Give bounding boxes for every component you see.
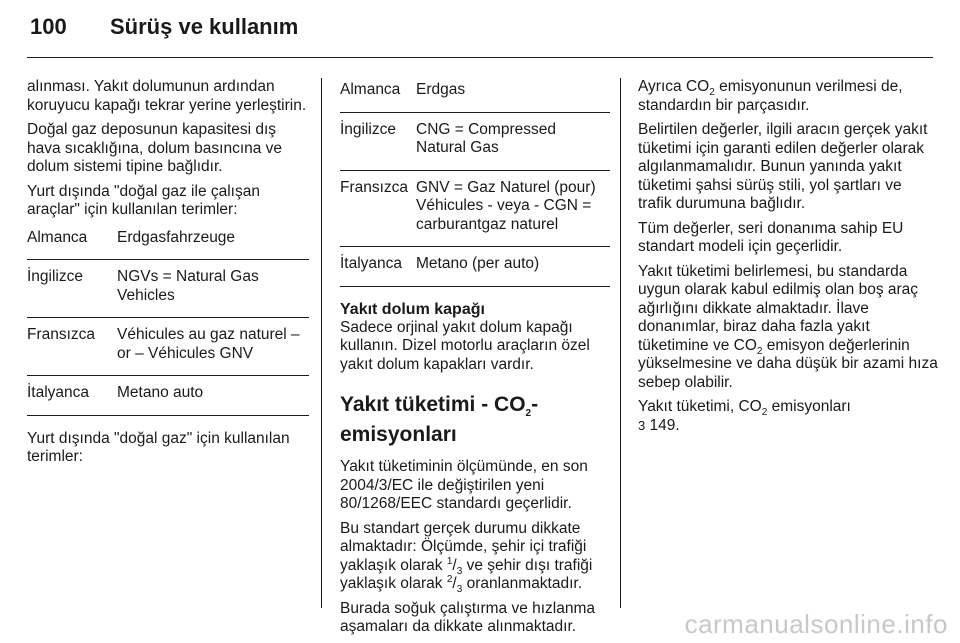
paragraph: Burada soğuk çalıştırma ve hızlanma aşamaları da dikkate alınmaktadır. — [340, 599, 596, 635]
paragraph — [638, 398, 938, 435]
heading-text: Yakıt tüketimi - CO — [340, 393, 526, 416]
table-row — [340, 118, 610, 171]
subscript: 2 — [761, 407, 768, 419]
language-cell: Fransızca — [27, 326, 96, 343]
heading-fuel-cap: Yakıt dolum kapağı — [340, 300, 485, 318]
paragraph: Yakıt tüketiminin ölçümünde, en son 2004/3/EC ile değiştirilen yeni 80/1268/EEC standardı geçerlidir. — [340, 458, 588, 512]
text: Bu standart gerçek durumu dikkate almaktadır: Ölçümde, şehir içi trafiği yaklaşık olarak — [340, 519, 587, 574]
table-row — [340, 78, 610, 113]
language-cell: İtalyanca — [27, 384, 90, 401]
term-cell: Metano auto — [117, 384, 204, 401]
table-row — [27, 323, 309, 376]
heading-fuel-consumption — [340, 390, 610, 450]
page-reference[interactable]: 149. — [645, 416, 680, 434]
term-cell: Metano (per auto) — [416, 255, 540, 272]
language-cell: İtalyanca — [340, 255, 403, 272]
column-1 — [27, 78, 309, 473]
terms-table-gas — [340, 78, 610, 287]
language-cell: İngilizce — [340, 120, 396, 138]
term-cell: Erdgas — [416, 81, 466, 98]
paragraph: Sadece orjinal yakıt dolum kapağı kullanın. Dizel motorlu araçların özel yakıt dolum kapakları vardır. — [340, 318, 590, 373]
language-cell: Fransızca — [340, 178, 409, 196]
term-cell: CNG = Compressed Natural Gas — [416, 120, 556, 156]
text: ve şehir dışı trafiği yaklaşık olarak — [340, 556, 593, 592]
header-rule — [27, 57, 933, 58]
paragraph: Belirtilen değerler, ilgili aracın gerçek yakıt tüketimi için garanti edilen değerler olarak algılanmamalıdır. Bunun yanında yakıt tüketimi şahsi sürüş stili, yol şartları ve trafik durumuna bağlıdır. — [638, 121, 928, 212]
paragraph: Yurt dışında "doğal gaz" için kullanılan terimler: — [27, 429, 290, 465]
term-cell: Erdgasfahrzeuge — [117, 228, 236, 246]
subscript: 3 — [456, 565, 463, 577]
paragraph: Tüm değerler, seri donanıma sahip EU standart modeli için geçerlidir. — [638, 219, 904, 255]
text: emisyonunun verilmesi de, standardın bir parçasıdır. — [638, 78, 903, 114]
column-2 — [340, 78, 610, 643]
table-row — [340, 176, 610, 248]
table-row — [27, 226, 309, 261]
table-row — [27, 381, 309, 416]
page-number: 100 — [30, 14, 67, 39]
superscript: 2 — [446, 573, 453, 585]
term-cell: GNV = Gaz Naturel (pour) Véhicules - veya - CGN = carburantgaz naturel — [416, 178, 596, 233]
paragraph: alınması. Yakıt dolumunun ardından koruyucu kapağı tekrar yerine yerleştirin. — [27, 78, 307, 114]
text: Yakıt tüketimi belirlemesi, bu standarda uygun olarak kabul edilmiş olan boş araç ağırlığını dikkate almaktadır. İlave donanımlar, biraz daha fazla yakıt tüketimine ve CO — [638, 262, 919, 354]
column-divider — [321, 78, 322, 608]
section-title: Sürüş ve kullanım — [110, 14, 299, 39]
paragraph: Doğal gaz deposunun kapasitesi dış hava sıcaklığına, dolum basıncına ve dolum sistemi tipine bağlıdır. — [27, 121, 283, 175]
page-header — [30, 14, 298, 54]
language-cell: Almanca — [340, 81, 401, 98]
column-divider — [620, 78, 621, 608]
term-cell: NGVs = Natural Gas Vehicles — [117, 268, 259, 304]
language-cell: Almanca — [27, 228, 88, 246]
subscript: 2 — [756, 345, 763, 357]
text: Yakıt tüketimi, CO — [638, 398, 762, 415]
heading-text: -emisyonları — [340, 393, 539, 446]
subscript: 3 — [456, 584, 463, 596]
text: emisyonları — [767, 398, 851, 415]
term-cell: Véhicules au gaz naturel – or – Véhicules GNV — [117, 326, 300, 362]
text: Ayrıca CO — [638, 78, 710, 95]
language-cell: İngilizce — [27, 268, 83, 285]
paragraph — [638, 78, 938, 115]
table-row — [340, 252, 610, 287]
paragraph — [638, 263, 938, 393]
watermark: carmanualsonline.info — [684, 609, 948, 639]
table-row — [27, 265, 309, 318]
text: emisyon değerlerinin yükselmesine ve daha düşük bir azami hıza sebep olabilir. — [638, 336, 938, 391]
terms-table-vehicles — [27, 226, 309, 416]
reference-arrow-icon: 3 — [638, 417, 646, 433]
subscript: 2 — [709, 87, 715, 99]
paragraph: Yurt dışında "doğal gaz ile çalışan araçlar" için kullanılan terimler: — [27, 182, 260, 218]
superscript: 1 — [446, 555, 453, 567]
paragraph: Bu standart gerçek durumu dikkate almaktadır: Ölçümde, şehir içi trafiği yaklaşık olarak $^1/_3$ ve şehir dışı trafiği yaklaşık olarak $^2/_3$ oranlanmaktadır. — [340, 519, 593, 596]
subscript: 2 — [525, 408, 532, 420]
column-3 — [638, 78, 938, 441]
text: oranlanmaktadır. — [462, 575, 583, 592]
